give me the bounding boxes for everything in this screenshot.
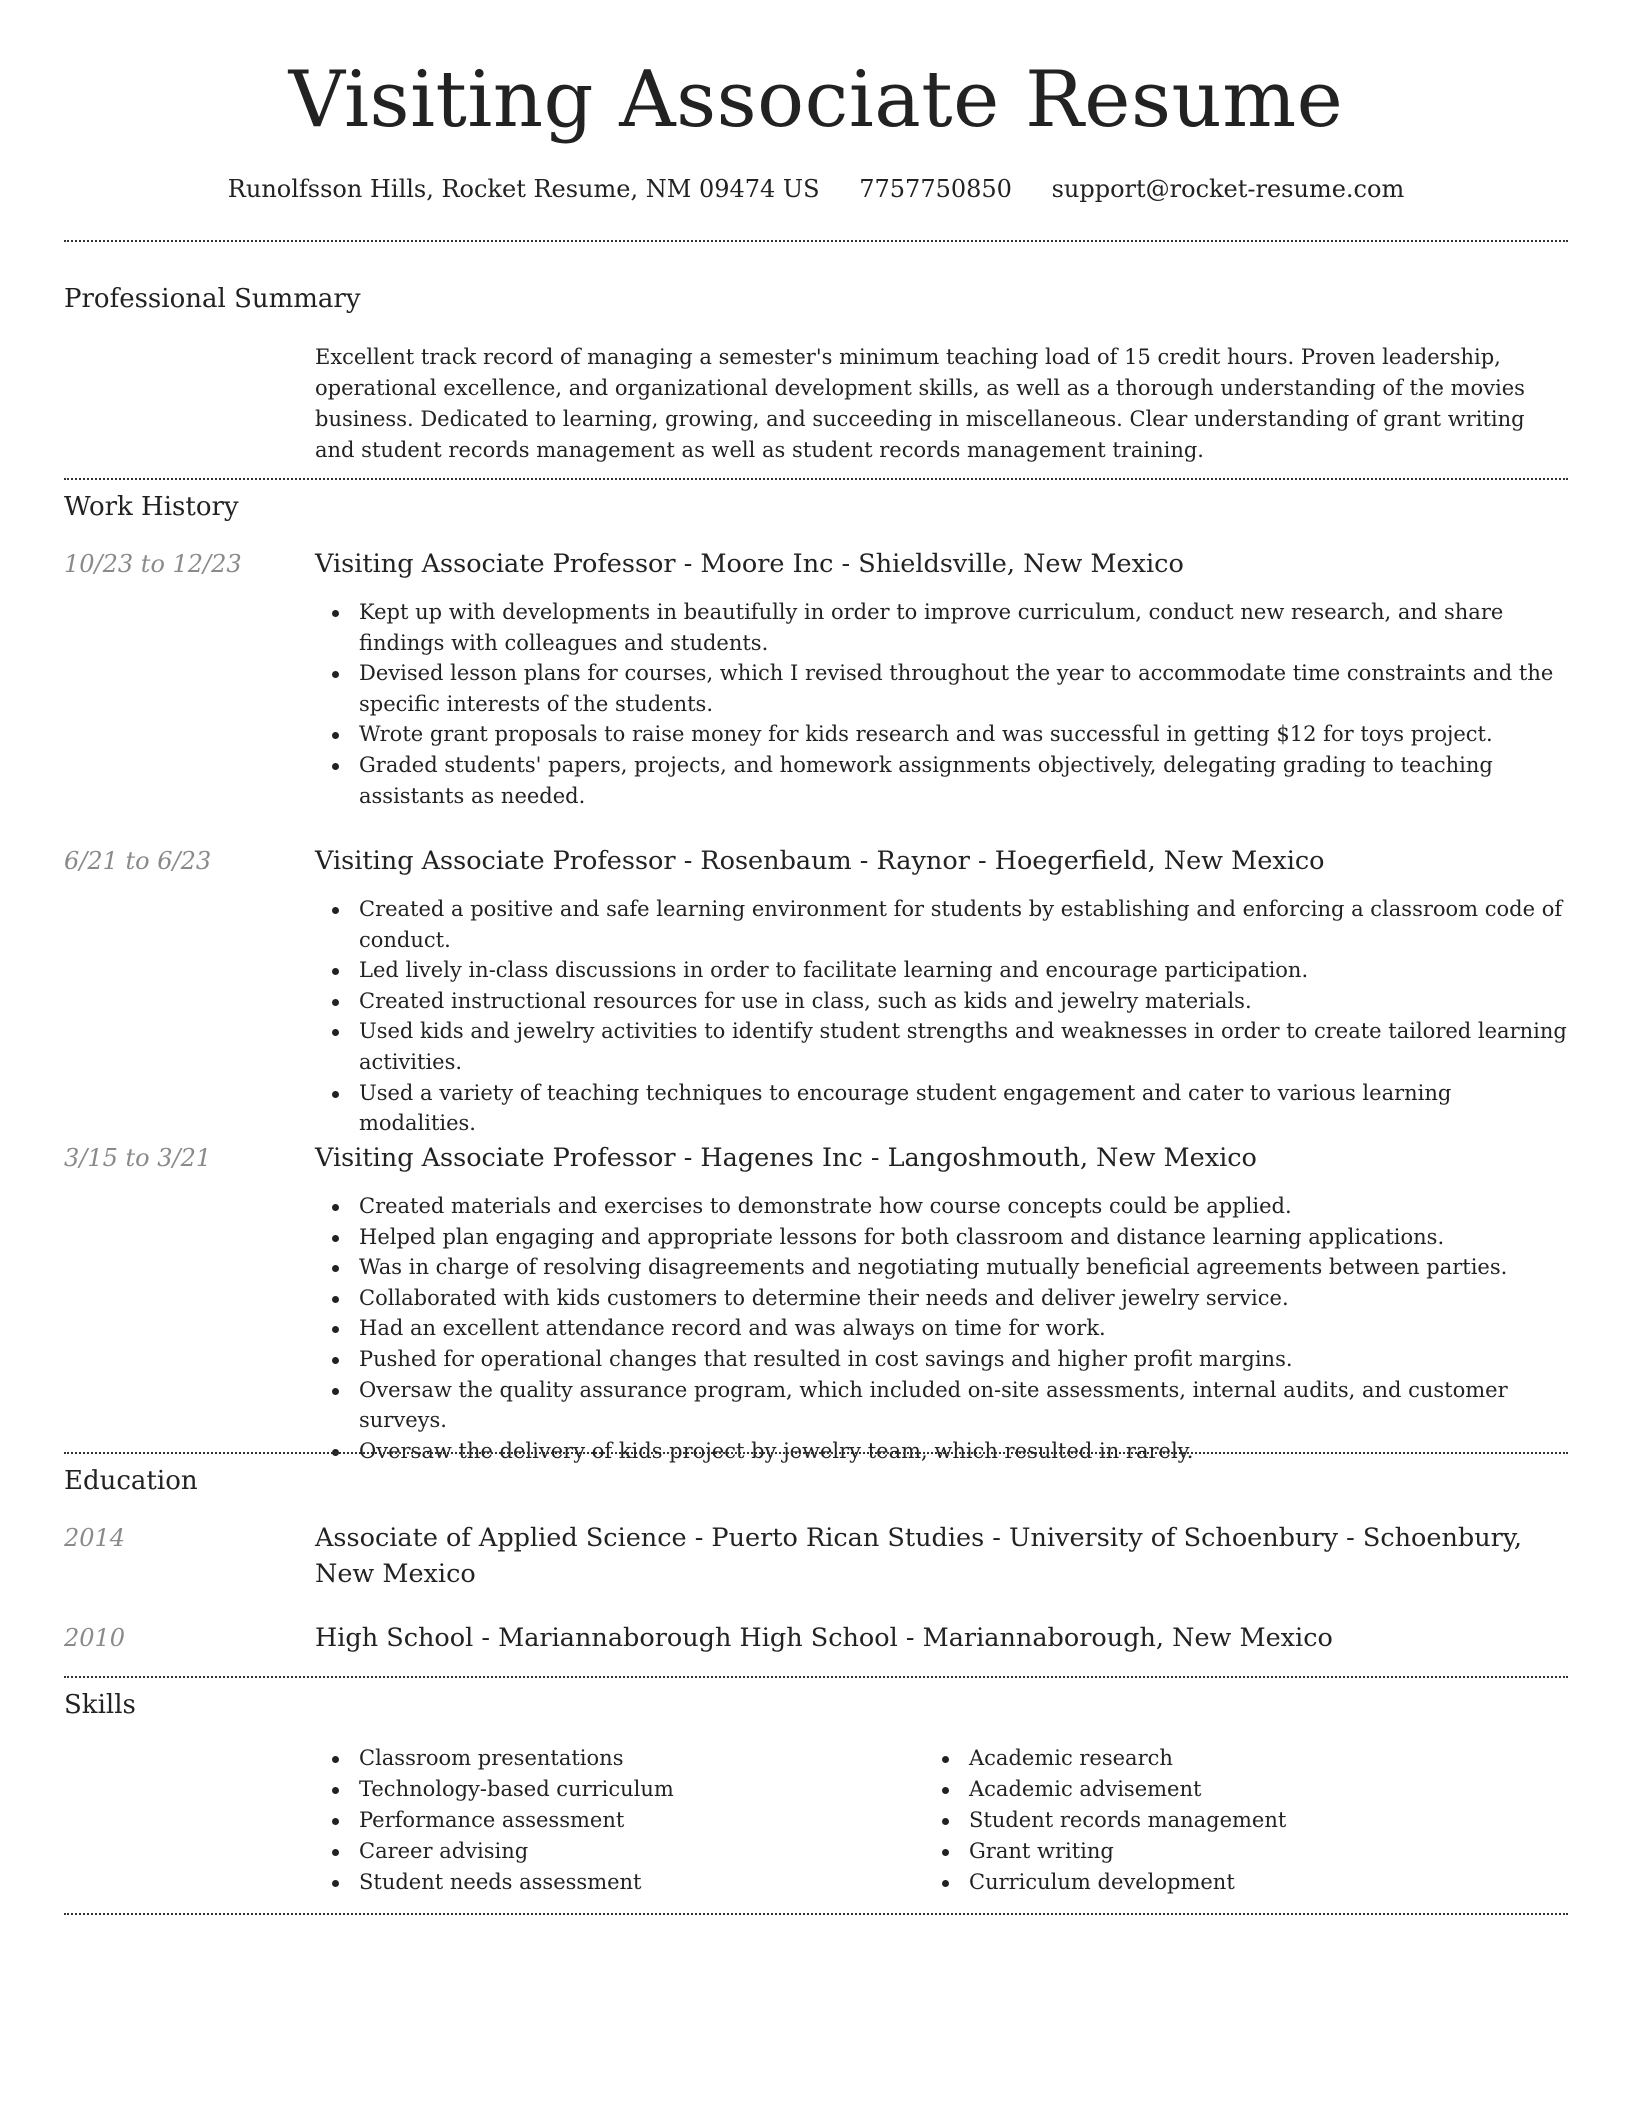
education-year: 2010	[64, 1624, 126, 1652]
divider	[64, 1676, 1568, 1678]
list-item: Created materials and exercises to demonstrate how course concepts could be applied.	[315, 1191, 1570, 1222]
divider	[64, 1452, 1568, 1454]
resume-title: Visiting Associate Resume	[288, 55, 1344, 145]
job-bullets	[315, 1191, 1570, 1466]
job-title: Visiting Associate Professor - Moore Inc - Shieldsville, New Mexico	[315, 549, 1184, 579]
phone: 7757750850	[859, 175, 1012, 203]
skill-item: Academic advisement	[925, 1774, 1485, 1805]
skill-item: Performance assessment	[315, 1805, 875, 1836]
divider	[64, 1913, 1568, 1915]
skill-item: Grant writing	[925, 1836, 1485, 1867]
list-item: Led lively in-class discussions in order to facilitate learning and encourage participation.	[315, 955, 1570, 986]
job-dates: 3/15 to 3/21	[64, 1144, 212, 1172]
list-item: Helped plan engaging and appropriate lessons for both classroom and distance learning applications.	[315, 1222, 1570, 1253]
list-item: Created instructional resources for use in class, such as kids and jewelry materials.	[315, 986, 1570, 1017]
work-history-heading: Work History	[64, 492, 239, 522]
list-item: Oversaw the delivery of kids project by jewelry team, which resulted in rarely.	[315, 1436, 1570, 1467]
skill-item: Classroom presentations	[315, 1743, 875, 1774]
list-item: Used kids and jewelry activities to identify student strengths and weaknesses in order to create tailored learning activities.	[315, 1016, 1570, 1077]
skills-list-left	[315, 1743, 875, 1898]
email: support@rocket-resume.com	[1051, 175, 1405, 203]
job-bullets	[315, 894, 1570, 1139]
summary-text: Excellent track record of managing a semester's minimum teaching load of 15 credit hours. Proven leadership, operational excellence, and organizational development skills, as well as a thorough understanding of the movies business. Dedicated to learning, growing, and succeeding in miscellaneous. Clear understanding of grant writing and student records management as well as student records management training.	[315, 345, 1525, 462]
skill-item: Curriculum development	[925, 1867, 1485, 1898]
skills-heading: Skills	[64, 1690, 136, 1720]
skill-item: Career advising	[315, 1836, 875, 1867]
list-item: Used a variety of teaching techniques to encourage student engagement and cater to various learning modalities.	[315, 1078, 1570, 1139]
list-item: Devised lesson plans for courses, which I revised throughout the year to accommodate time constraints and the specific interests of the students.	[315, 658, 1570, 719]
job-dates: 10/23 to 12/23	[64, 550, 242, 578]
divider	[64, 478, 1568, 480]
list-item: Created a positive and safe learning environment for students by establishing and enforcing a classroom code of conduct.	[315, 894, 1570, 955]
list-item: Kept up with developments in beautifully in order to improve curriculum, conduct new research, and share findings with colleagues and students.	[315, 597, 1570, 658]
job-title: Visiting Associate Professor - Hagenes Inc - Langoshmouth, New Mexico	[315, 1143, 1257, 1173]
list-item: Had an excellent attendance record and was always on time for work.	[315, 1313, 1570, 1344]
job-dates: 6/21 to 6/23	[64, 847, 212, 875]
address: Runolfsson Hills, Rocket Resume, NM 09474 US	[227, 175, 820, 203]
divider	[64, 240, 1568, 242]
list-item: Wrote grant proposals to raise money for kids research and was successful in getting $12 for toys project.	[315, 719, 1570, 750]
contact-line	[0, 172, 1632, 206]
education-heading: Education	[64, 1466, 198, 1496]
job-bullets	[315, 597, 1570, 811]
skill-item: Academic research	[925, 1743, 1485, 1774]
list-item: Oversaw the quality assurance program, which included on-site assessments, internal audits, and customer surveys.	[315, 1375, 1570, 1436]
skill-item: Technology-based curriculum	[315, 1774, 875, 1805]
education-year: 2014	[64, 1524, 126, 1552]
summary-heading: Professional Summary	[64, 284, 361, 314]
job-title: Visiting Associate Professor - Rosenbaum - Raynor - Hoegerfield, New Mexico	[315, 846, 1325, 876]
list-item: Collaborated with kids customers to determine their needs and deliver jewelry service.	[315, 1283, 1570, 1314]
skill-item: Student needs assessment	[315, 1867, 875, 1898]
skill-item: Student records management	[925, 1805, 1485, 1836]
list-item: Was in charge of resolving disagreements and negotiating mutually beneficial agreements between parties.	[315, 1252, 1570, 1283]
list-item: Graded students' papers, projects, and homework assignments objectively, delegating grading to teaching assistants as needed.	[315, 750, 1570, 811]
education-title: Associate of Applied Science - Puerto Rican Studies - University of Schoenbury - Schoenbury, New Mexico	[315, 1523, 1522, 1589]
education-title: High School - Mariannaborough High School - Mariannaborough, New Mexico	[315, 1623, 1333, 1653]
skills-list-right	[925, 1743, 1485, 1898]
list-item: Pushed for operational changes that resulted in cost savings and higher profit margins.	[315, 1344, 1570, 1375]
